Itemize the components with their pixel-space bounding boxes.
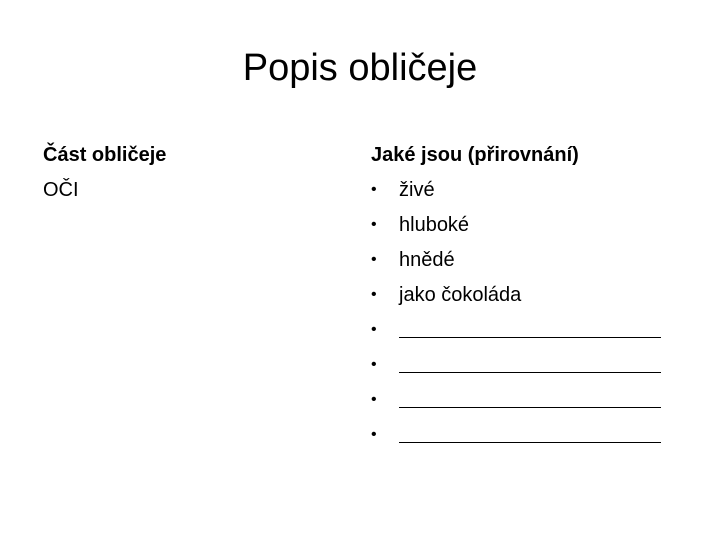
list-item-text: hnědé — [399, 249, 455, 271]
list-item — [371, 245, 701, 280]
list-item-text: hluboké — [399, 214, 470, 236]
bullet-icon: • — [371, 356, 377, 373]
blank-list-item — [371, 385, 701, 420]
right-column — [371, 140, 701, 455]
fill-in-blank[interactable] — [399, 315, 661, 338]
bullet-icon: • — [371, 426, 377, 443]
face-part-label: OČI — [43, 179, 79, 201]
blank-list-item — [371, 420, 701, 455]
fill-in-blank[interactable] — [399, 350, 661, 373]
bullet-icon: • — [371, 391, 377, 408]
list-item-text: jako čokoláda — [399, 284, 522, 306]
blank-list-item — [371, 350, 701, 385]
left-column — [43, 140, 343, 205]
right-column-heading: Jaké jsou (přirovnání) — [371, 144, 579, 166]
fill-in-blank[interactable] — [399, 385, 661, 408]
bullet-icon: • — [371, 181, 377, 198]
bullet-icon: • — [371, 321, 377, 338]
bullet-icon: • — [371, 216, 377, 233]
page-title: Popis obličeje — [242, 47, 478, 89]
list-item — [371, 175, 701, 210]
bullet-icon: • — [371, 286, 377, 303]
blank-list-item — [371, 315, 701, 350]
list-item — [371, 280, 701, 315]
list-item — [371, 210, 701, 245]
list-item-text: živé — [399, 179, 435, 201]
comparison-list — [371, 175, 701, 455]
left-column-heading: Část obličeje — [43, 144, 167, 166]
bullet-icon: • — [371, 251, 377, 268]
fill-in-blank[interactable] — [399, 420, 661, 443]
